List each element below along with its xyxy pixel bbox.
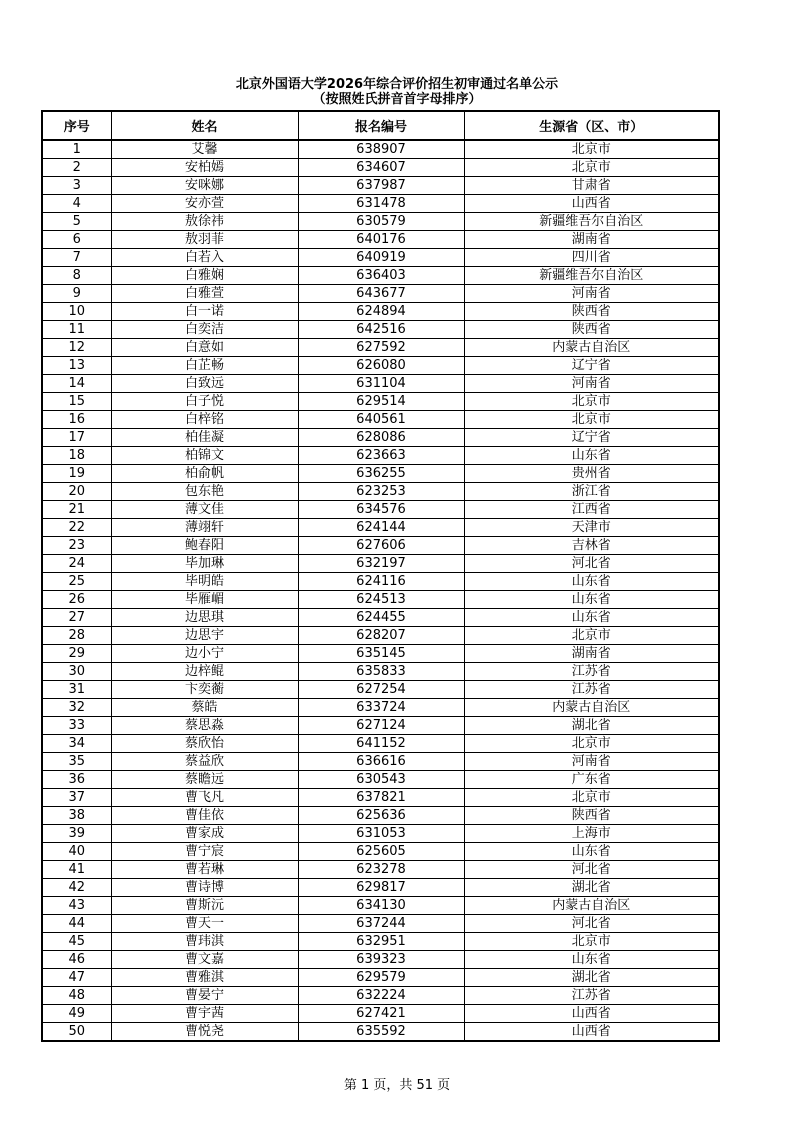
cell-province: 山西省 — [464, 195, 719, 213]
cell-registration-number: 628086 — [298, 429, 464, 447]
table-row — [42, 519, 719, 537]
cell-province: 河北省 — [464, 555, 719, 573]
cell-province: 内蒙古自治区 — [464, 897, 719, 915]
cell-province: 天津市 — [464, 519, 719, 537]
cell-registration-number: 638907 — [298, 140, 464, 159]
table-row — [42, 177, 719, 195]
cell-registration-number: 642516 — [298, 321, 464, 339]
cell-index: 32 — [42, 699, 111, 717]
cell-index: 34 — [42, 735, 111, 753]
table-row — [42, 393, 719, 411]
cell-name: 柏锦文 — [111, 447, 298, 465]
cell-province: 辽宁省 — [464, 429, 719, 447]
admission-list-table — [41, 110, 720, 1042]
table-row — [42, 303, 719, 321]
cell-name: 曹斯沅 — [111, 897, 298, 915]
cell-name: 白雅萱 — [111, 285, 298, 303]
table-row — [42, 969, 719, 987]
cell-province: 北京市 — [464, 140, 719, 159]
cell-name: 曹雅淇 — [111, 969, 298, 987]
cell-province: 河南省 — [464, 375, 719, 393]
table-row — [42, 339, 719, 357]
cell-registration-number: 631104 — [298, 375, 464, 393]
cell-index: 50 — [42, 1023, 111, 1042]
cell-name: 毕加琳 — [111, 555, 298, 573]
cell-province: 湖北省 — [464, 717, 719, 735]
cell-index: 33 — [42, 717, 111, 735]
cell-name: 白致远 — [111, 375, 298, 393]
cell-name: 白意如 — [111, 339, 298, 357]
cell-index: 23 — [42, 537, 111, 555]
cell-province: 北京市 — [464, 933, 719, 951]
cell-province: 陕西省 — [464, 321, 719, 339]
cell-province: 陕西省 — [464, 303, 719, 321]
cell-registration-number: 624116 — [298, 573, 464, 591]
cell-name: 曹玮淇 — [111, 933, 298, 951]
table-row — [42, 267, 719, 285]
cell-index: 27 — [42, 609, 111, 627]
cell-name: 鲍春阳 — [111, 537, 298, 555]
cell-index: 19 — [42, 465, 111, 483]
cell-name: 安柏嫣 — [111, 159, 298, 177]
table-row — [42, 933, 719, 951]
cell-name: 白雅娴 — [111, 267, 298, 285]
cell-index: 31 — [42, 681, 111, 699]
cell-registration-number: 633724 — [298, 699, 464, 717]
table-row — [42, 483, 719, 501]
table-row — [42, 987, 719, 1005]
cell-name: 白梓铭 — [111, 411, 298, 429]
cell-registration-number: 640176 — [298, 231, 464, 249]
cell-index: 3 — [42, 177, 111, 195]
cell-name: 白芷畅 — [111, 357, 298, 375]
cell-registration-number: 636403 — [298, 267, 464, 285]
cell-name: 边梓鲲 — [111, 663, 298, 681]
cell-name: 蔡皓 — [111, 699, 298, 717]
cell-index: 48 — [42, 987, 111, 1005]
cell-registration-number: 624455 — [298, 609, 464, 627]
cell-index: 10 — [42, 303, 111, 321]
cell-registration-number: 640919 — [298, 249, 464, 267]
cell-index: 13 — [42, 357, 111, 375]
cell-index: 11 — [42, 321, 111, 339]
cell-province: 广东省 — [464, 771, 719, 789]
table-row — [42, 537, 719, 555]
cell-registration-number: 637821 — [298, 789, 464, 807]
cell-province: 河北省 — [464, 861, 719, 879]
table-row — [42, 771, 719, 789]
table-row — [42, 699, 719, 717]
cell-province: 山东省 — [464, 843, 719, 861]
cell-name: 毕雁嵋 — [111, 591, 298, 609]
table-row — [42, 807, 719, 825]
cell-province: 江西省 — [464, 501, 719, 519]
cell-name: 安咪娜 — [111, 177, 298, 195]
table-row — [42, 465, 719, 483]
cell-registration-number: 635592 — [298, 1023, 464, 1042]
table-row — [42, 861, 719, 879]
cell-name: 柏佳凝 — [111, 429, 298, 447]
cell-registration-number: 627124 — [298, 717, 464, 735]
column-header-province: 生源省（区、市） — [464, 111, 719, 140]
table-row — [42, 627, 719, 645]
cell-name: 包东艳 — [111, 483, 298, 501]
cell-index: 41 — [42, 861, 111, 879]
cell-province: 贵州省 — [464, 465, 719, 483]
cell-name: 艾馨 — [111, 140, 298, 159]
cell-index: 28 — [42, 627, 111, 645]
table-row — [42, 231, 719, 249]
cell-province: 北京市 — [464, 735, 719, 753]
cell-index: 46 — [42, 951, 111, 969]
cell-name: 曹文嘉 — [111, 951, 298, 969]
cell-province: 山东省 — [464, 573, 719, 591]
cell-province: 山东省 — [464, 609, 719, 627]
cell-registration-number: 631053 — [298, 825, 464, 843]
cell-registration-number: 640561 — [298, 411, 464, 429]
cell-registration-number: 632197 — [298, 555, 464, 573]
cell-index: 43 — [42, 897, 111, 915]
cell-registration-number: 624894 — [298, 303, 464, 321]
cell-name: 蔡瞻远 — [111, 771, 298, 789]
table-row — [42, 753, 719, 771]
page-number: 第 1 页，共 51 页 — [343, 1078, 451, 1093]
cell-province: 北京市 — [464, 393, 719, 411]
cell-name: 曹诗博 — [111, 879, 298, 897]
table-row — [42, 897, 719, 915]
cell-province: 北京市 — [464, 789, 719, 807]
table-row — [42, 411, 719, 429]
cell-registration-number: 627254 — [298, 681, 464, 699]
cell-province: 吉林省 — [464, 537, 719, 555]
cell-registration-number: 634576 — [298, 501, 464, 519]
table-row — [42, 717, 719, 735]
cell-index: 14 — [42, 375, 111, 393]
cell-index: 4 — [42, 195, 111, 213]
table-row — [42, 159, 719, 177]
cell-index: 21 — [42, 501, 111, 519]
cell-registration-number: 624144 — [298, 519, 464, 537]
cell-registration-number: 628207 — [298, 627, 464, 645]
cell-registration-number: 627606 — [298, 537, 464, 555]
cell-province: 上海市 — [464, 825, 719, 843]
cell-province: 北京市 — [464, 627, 719, 645]
cell-index: 40 — [42, 843, 111, 861]
cell-province: 河南省 — [464, 285, 719, 303]
cell-province: 山东省 — [464, 447, 719, 465]
cell-registration-number: 643677 — [298, 285, 464, 303]
table-row — [42, 357, 719, 375]
cell-province: 四川省 — [464, 249, 719, 267]
cell-index: 29 — [42, 645, 111, 663]
cell-province: 山西省 — [464, 1023, 719, 1042]
table-row — [42, 1005, 719, 1023]
cell-index: 16 — [42, 411, 111, 429]
cell-registration-number: 623253 — [298, 483, 464, 501]
cell-name: 曹佳依 — [111, 807, 298, 825]
table-row — [42, 555, 719, 573]
table-row — [42, 213, 719, 231]
column-header-registration-number: 报名编号 — [298, 111, 464, 140]
cell-index: 8 — [42, 267, 111, 285]
cell-province: 内蒙古自治区 — [464, 699, 719, 717]
cell-province: 江苏省 — [464, 987, 719, 1005]
cell-name: 柏俞帆 — [111, 465, 298, 483]
page-subtitle: （按照姓氏拼音首字母排序） — [312, 92, 482, 107]
table-row — [42, 735, 719, 753]
cell-registration-number: 636255 — [298, 465, 464, 483]
cell-province: 河北省 — [464, 915, 719, 933]
cell-name: 白奕洁 — [111, 321, 298, 339]
cell-registration-number: 627421 — [298, 1005, 464, 1023]
cell-index: 36 — [42, 771, 111, 789]
cell-name: 曹晏宁 — [111, 987, 298, 1005]
table-row — [42, 249, 719, 267]
table-row — [42, 663, 719, 681]
table-row — [42, 447, 719, 465]
cell-province: 陕西省 — [464, 807, 719, 825]
cell-registration-number: 632951 — [298, 933, 464, 951]
cell-name: 蔡益欣 — [111, 753, 298, 771]
cell-name: 曹宁宸 — [111, 843, 298, 861]
cell-name: 曹若琳 — [111, 861, 298, 879]
cell-province: 浙江省 — [464, 483, 719, 501]
cell-province: 山东省 — [464, 591, 719, 609]
cell-registration-number: 626080 — [298, 357, 464, 375]
cell-registration-number: 627592 — [298, 339, 464, 357]
cell-name: 卞奕蘅 — [111, 681, 298, 699]
table-row — [42, 951, 719, 969]
cell-name: 曹飞凡 — [111, 789, 298, 807]
cell-index: 44 — [42, 915, 111, 933]
cell-index: 5 — [42, 213, 111, 231]
cell-name: 薄翊轩 — [111, 519, 298, 537]
cell-registration-number: 631478 — [298, 195, 464, 213]
cell-index: 7 — [42, 249, 111, 267]
table-row — [42, 825, 719, 843]
cell-registration-number: 632224 — [298, 987, 464, 1005]
cell-index: 22 — [42, 519, 111, 537]
cell-province: 内蒙古自治区 — [464, 339, 719, 357]
cell-name: 白子悦 — [111, 393, 298, 411]
cell-province: 北京市 — [464, 159, 719, 177]
cell-name: 边思琪 — [111, 609, 298, 627]
cell-name: 白一诺 — [111, 303, 298, 321]
cell-name: 敖徐祎 — [111, 213, 298, 231]
cell-name: 曹宇茜 — [111, 1005, 298, 1023]
cell-index: 38 — [42, 807, 111, 825]
cell-province: 湖南省 — [464, 645, 719, 663]
cell-registration-number: 637244 — [298, 915, 464, 933]
cell-registration-number: 623663 — [298, 447, 464, 465]
table-row — [42, 375, 719, 393]
cell-index: 12 — [42, 339, 111, 357]
cell-registration-number: 634130 — [298, 897, 464, 915]
cell-registration-number: 629579 — [298, 969, 464, 987]
cell-name: 边思宇 — [111, 627, 298, 645]
cell-index: 24 — [42, 555, 111, 573]
table-row — [42, 879, 719, 897]
cell-registration-number: 629514 — [298, 393, 464, 411]
table-row — [42, 609, 719, 627]
cell-index: 30 — [42, 663, 111, 681]
cell-province: 江苏省 — [464, 663, 719, 681]
cell-province: 甘肃省 — [464, 177, 719, 195]
cell-name: 曹家成 — [111, 825, 298, 843]
cell-registration-number: 635833 — [298, 663, 464, 681]
cell-name: 蔡欣怡 — [111, 735, 298, 753]
cell-index: 39 — [42, 825, 111, 843]
cell-name: 敖羽菲 — [111, 231, 298, 249]
table-row — [42, 573, 719, 591]
cell-name: 曹天一 — [111, 915, 298, 933]
cell-index: 17 — [42, 429, 111, 447]
cell-province: 新疆维吾尔自治区 — [464, 267, 719, 285]
cell-registration-number: 641152 — [298, 735, 464, 753]
cell-index: 37 — [42, 789, 111, 807]
table-row — [42, 1023, 719, 1042]
cell-name: 毕明皓 — [111, 573, 298, 591]
cell-province: 湖北省 — [464, 969, 719, 987]
column-header-index: 序号 — [42, 111, 111, 140]
cell-registration-number: 637987 — [298, 177, 464, 195]
cell-name: 边小宁 — [111, 645, 298, 663]
cell-name: 蔡思淼 — [111, 717, 298, 735]
table-row — [42, 429, 719, 447]
table-row — [42, 645, 719, 663]
page-title: 北京外国语大学2026年综合评价招生初审通过名单公示 — [235, 77, 559, 92]
cell-province: 山西省 — [464, 1005, 719, 1023]
cell-name: 薄文佳 — [111, 501, 298, 519]
cell-name: 安亦萱 — [111, 195, 298, 213]
cell-province: 江苏省 — [464, 681, 719, 699]
cell-index: 6 — [42, 231, 111, 249]
cell-index: 26 — [42, 591, 111, 609]
cell-province: 新疆维吾尔自治区 — [464, 213, 719, 231]
cell-index: 20 — [42, 483, 111, 501]
cell-province: 湖北省 — [464, 879, 719, 897]
cell-index: 45 — [42, 933, 111, 951]
cell-registration-number: 636616 — [298, 753, 464, 771]
table-row — [42, 843, 719, 861]
table-header-row — [42, 111, 719, 140]
cell-registration-number: 630579 — [298, 213, 464, 231]
cell-index: 2 — [42, 159, 111, 177]
cell-index: 15 — [42, 393, 111, 411]
cell-registration-number: 630543 — [298, 771, 464, 789]
table-row — [42, 285, 719, 303]
cell-index: 49 — [42, 1005, 111, 1023]
cell-province: 辽宁省 — [464, 357, 719, 375]
cell-index: 35 — [42, 753, 111, 771]
cell-index: 9 — [42, 285, 111, 303]
cell-registration-number: 623278 — [298, 861, 464, 879]
table-row — [42, 591, 719, 609]
cell-registration-number: 635145 — [298, 645, 464, 663]
cell-index: 47 — [42, 969, 111, 987]
cell-registration-number: 634607 — [298, 159, 464, 177]
cell-registration-number: 629817 — [298, 879, 464, 897]
cell-registration-number: 639323 — [298, 951, 464, 969]
cell-index: 25 — [42, 573, 111, 591]
cell-registration-number: 624513 — [298, 591, 464, 609]
cell-index: 18 — [42, 447, 111, 465]
cell-name: 白若入 — [111, 249, 298, 267]
table-row — [42, 321, 719, 339]
cell-province: 山东省 — [464, 951, 719, 969]
cell-name: 曹悦尧 — [111, 1023, 298, 1042]
column-header-name: 姓名 — [111, 111, 298, 140]
cell-index: 1 — [42, 140, 111, 159]
table-row — [42, 195, 719, 213]
table-row — [42, 789, 719, 807]
cell-registration-number: 625605 — [298, 843, 464, 861]
table-row — [42, 140, 719, 159]
cell-registration-number: 625636 — [298, 807, 464, 825]
cell-province: 北京市 — [464, 411, 719, 429]
table-row — [42, 915, 719, 933]
table-row — [42, 501, 719, 519]
table-row — [42, 681, 719, 699]
cell-province: 湖南省 — [464, 231, 719, 249]
cell-index: 42 — [42, 879, 111, 897]
cell-province: 河南省 — [464, 753, 719, 771]
